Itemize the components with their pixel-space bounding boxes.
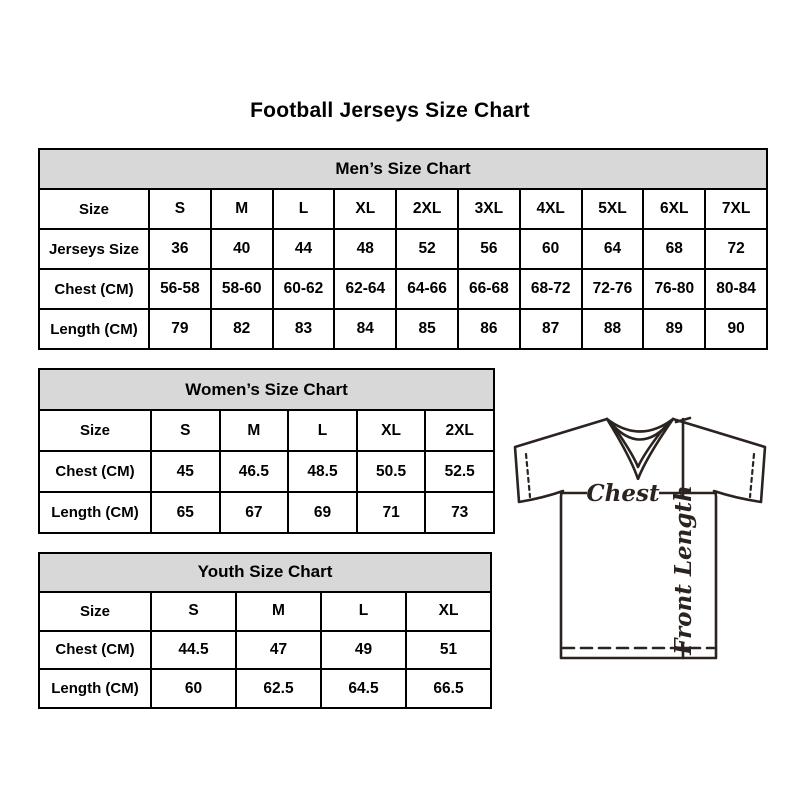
size-value: 80-84: [705, 269, 767, 309]
table-title-row: [39, 553, 491, 592]
size-value: 62-64: [334, 269, 396, 309]
size-value: M: [236, 592, 321, 631]
size-value: 46.5: [220, 451, 289, 492]
row-label: Length (CM): [39, 669, 151, 708]
table-title: Women’s Size Chart: [39, 369, 494, 410]
size-value: L: [288, 410, 357, 451]
size-value: 87: [520, 309, 582, 349]
size-value: 3XL: [458, 189, 520, 229]
size-value: M: [220, 410, 289, 451]
size-value: L: [321, 592, 406, 631]
size-value: 68: [643, 229, 705, 269]
size-value: XL: [357, 410, 426, 451]
row-label: Chest (CM): [39, 269, 149, 309]
size-value: L: [273, 189, 335, 229]
size-value: 90: [705, 309, 767, 349]
size-value: 83: [273, 309, 335, 349]
size-value: 60: [151, 669, 236, 708]
youth-size-table: [38, 552, 492, 709]
row-label: Chest (CM): [39, 631, 151, 670]
row-label: Length (CM): [39, 309, 149, 349]
size-value: 52: [396, 229, 458, 269]
womens-size-table: [38, 368, 495, 534]
size-value: 4XL: [520, 189, 582, 229]
table-row: [39, 492, 494, 533]
size-value: 72: [705, 229, 767, 269]
size-value: XL: [406, 592, 491, 631]
size-value: 2XL: [396, 189, 458, 229]
row-label: Jerseys Size: [39, 229, 149, 269]
size-value: 64-66: [396, 269, 458, 309]
size-value: 5XL: [582, 189, 644, 229]
size-value: 44: [273, 229, 335, 269]
right-cuff-stitch: [750, 454, 754, 497]
table-row: [39, 309, 767, 349]
size-value: S: [151, 410, 220, 451]
table-row: [39, 189, 767, 229]
size-value: 85: [396, 309, 458, 349]
size-value: 48.5: [288, 451, 357, 492]
size-value: 44.5: [151, 631, 236, 670]
size-value: 65: [151, 492, 220, 533]
size-value: 51: [406, 631, 491, 670]
size-value: 2XL: [425, 410, 494, 451]
table-title: Men’s Size Chart: [39, 149, 767, 189]
size-value: 84: [334, 309, 396, 349]
size-value: 66-68: [458, 269, 520, 309]
jersey-illustration: [505, 400, 775, 680]
row-label: Length (CM): [39, 492, 151, 533]
row-label: Size: [39, 410, 151, 451]
size-value: 49: [321, 631, 406, 670]
table-row: [39, 451, 494, 492]
table-title-row: [39, 369, 494, 410]
size-value: 6XL: [643, 189, 705, 229]
size-value: M: [211, 189, 273, 229]
size-value: 68-72: [520, 269, 582, 309]
size-value: 67: [220, 492, 289, 533]
size-value: 79: [149, 309, 211, 349]
size-value: 72-76: [582, 269, 644, 309]
table-row: [39, 631, 491, 670]
size-value: 60: [520, 229, 582, 269]
table-row: [39, 592, 491, 631]
size-value: 86: [458, 309, 520, 349]
front-length-label-group: [670, 485, 697, 656]
table-title-row: [39, 149, 767, 189]
size-value: S: [149, 189, 211, 229]
size-value: 56: [458, 229, 520, 269]
jersey-diagram: [505, 400, 775, 680]
size-value: 69: [288, 492, 357, 533]
row-label: Size: [39, 592, 151, 631]
size-value: S: [151, 592, 236, 631]
chest-label: Chest: [586, 480, 660, 507]
size-value: XL: [334, 189, 396, 229]
table-row: [39, 229, 767, 269]
table-title: Youth Size Chart: [39, 553, 491, 592]
size-value: 82: [211, 309, 273, 349]
size-value: 50.5: [357, 451, 426, 492]
size-value: 62.5: [236, 669, 321, 708]
size-value: 36: [149, 229, 211, 269]
size-value: 88: [582, 309, 644, 349]
table-row: [39, 410, 494, 451]
table-row: [39, 669, 491, 708]
size-value: 7XL: [705, 189, 767, 229]
size-value: 64: [582, 229, 644, 269]
front-length-label: Front Length: [670, 485, 697, 655]
size-value: 48: [334, 229, 396, 269]
size-value: 40: [211, 229, 273, 269]
row-label: Chest (CM): [39, 451, 151, 492]
page-title: Football Jerseys Size Chart: [250, 99, 530, 122]
row-label: Size: [39, 189, 149, 229]
size-value: 45: [151, 451, 220, 492]
size-value: 89: [643, 309, 705, 349]
size-value: 73: [425, 492, 494, 533]
left-cuff-stitch: [526, 454, 530, 497]
size-value: 47: [236, 631, 321, 670]
size-value: 76-80: [643, 269, 705, 309]
size-value: 60-62: [273, 269, 335, 309]
size-value: 56-58: [149, 269, 211, 309]
size-value: 52.5: [425, 451, 494, 492]
chest-label-group: [586, 480, 660, 507]
size-value: 71: [357, 492, 426, 533]
size-value: 58-60: [211, 269, 273, 309]
jersey-outline: [515, 419, 765, 658]
size-value: 64.5: [321, 669, 406, 708]
table-row: [39, 269, 767, 309]
mens-size-table: [38, 148, 768, 350]
size-value: 66.5: [406, 669, 491, 708]
